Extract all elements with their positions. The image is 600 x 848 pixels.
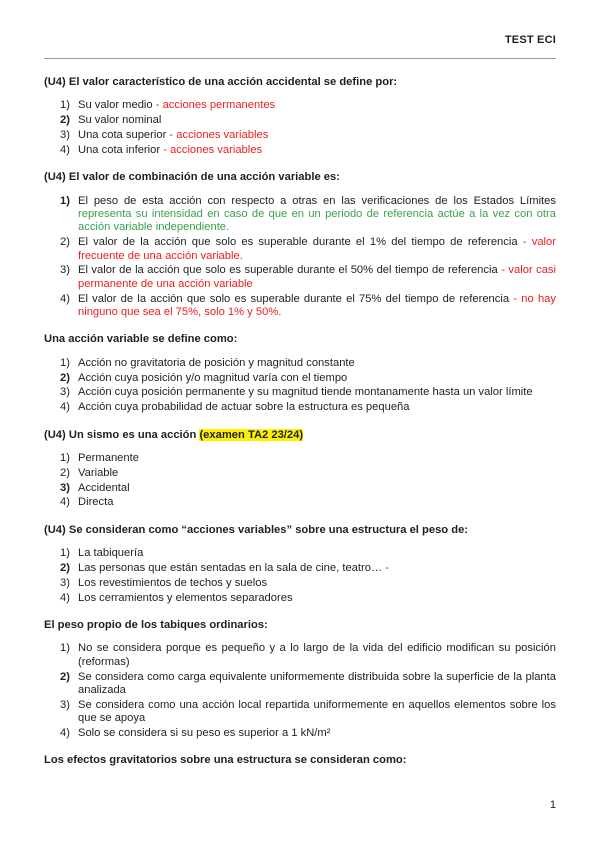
answer-main-text: Acción cuya probabilidad de actuar sobre la estructura es pequeña bbox=[78, 401, 410, 414]
correct-answer-number: 2) bbox=[60, 371, 70, 384]
question-text: (U4) El valor de combinación de una acción variable es: bbox=[44, 171, 340, 184]
answer-main-text: Los revestimientos de techos y suelos bbox=[78, 576, 268, 589]
answer-main-text: Su valor medio bbox=[78, 99, 153, 112]
answer-option bbox=[44, 129, 556, 142]
question-title bbox=[44, 754, 556, 767]
answer-option bbox=[44, 562, 556, 575]
answer-option bbox=[44, 99, 556, 112]
answer-text bbox=[78, 467, 556, 480]
answer-note: - acciones permanentes bbox=[155, 99, 276, 112]
answer-main-text: No se considera porque es pequeño y a lo largo de la vida del edificio modifican su posición (reformas) bbox=[78, 642, 556, 668]
exam-highlight: (examen TA2 23/24) bbox=[199, 428, 304, 441]
answer-text bbox=[78, 699, 556, 726]
answer-number: 3) bbox=[60, 264, 70, 277]
page-number: 1 bbox=[549, 799, 556, 811]
answer-text bbox=[78, 577, 556, 590]
answer-main-text: Las personas que están sentadas en la sala de cine, teatro… bbox=[78, 562, 383, 575]
answer-number: 1) bbox=[60, 642, 70, 655]
correct-answer-number: 2) bbox=[60, 562, 70, 575]
answer-text bbox=[78, 401, 556, 414]
answer-note: - acciones variables bbox=[169, 129, 269, 141]
question-title bbox=[44, 619, 556, 632]
answer-number: 4) bbox=[60, 143, 70, 156]
answer-number: 1) bbox=[60, 356, 70, 369]
answer-option bbox=[44, 452, 556, 465]
correct-answer-number: 2) bbox=[60, 114, 70, 127]
answer-text bbox=[78, 236, 556, 263]
answer-number: 1) bbox=[60, 547, 70, 560]
answer-text bbox=[78, 592, 556, 605]
answer-text bbox=[78, 372, 556, 385]
answer-option bbox=[44, 264, 556, 291]
answer-option bbox=[44, 357, 556, 370]
answer-list bbox=[44, 642, 556, 740]
answer-number: 4) bbox=[60, 401, 70, 414]
answer-option bbox=[44, 642, 556, 669]
question-title bbox=[44, 171, 556, 184]
answer-main-text: Variable bbox=[78, 466, 119, 479]
answer-number: 3) bbox=[60, 129, 70, 141]
answer-note: - bbox=[385, 562, 389, 575]
answer-main-text: Los cerramientos y elementos separadores bbox=[78, 591, 293, 604]
answer-number: 1) bbox=[60, 452, 70, 465]
answer-option bbox=[44, 144, 556, 157]
answer-number: 3) bbox=[60, 698, 70, 711]
answer-text bbox=[78, 129, 556, 142]
answer-note: - acciones variables bbox=[163, 143, 263, 156]
answer-option bbox=[44, 671, 556, 698]
question-title bbox=[44, 333, 556, 346]
answer-option bbox=[44, 577, 556, 590]
header-divider bbox=[44, 58, 556, 59]
answer-main-text: Permanente bbox=[78, 452, 139, 465]
answer-text bbox=[78, 293, 556, 320]
answer-list bbox=[44, 547, 556, 605]
answer-option bbox=[44, 114, 556, 127]
answer-main-text: El valor de la acción que solo es superable durante el 75% del tiempo de referencia bbox=[78, 292, 510, 305]
answer-number: 3) bbox=[60, 576, 70, 589]
answer-option bbox=[44, 401, 556, 414]
answer-main-text: La tabiquería bbox=[78, 547, 144, 560]
answer-main-text: Se considera como carga equivalente uniformemente distribuida sobre la superficie de la planta analizada bbox=[78, 670, 556, 697]
question-text: (U4) Un sismo es una acción bbox=[44, 428, 197, 441]
answer-list bbox=[44, 195, 556, 320]
answer-text bbox=[78, 386, 556, 399]
answer-option bbox=[44, 293, 556, 320]
answer-option bbox=[44, 236, 556, 263]
correct-answer-number: 1) bbox=[60, 194, 70, 207]
answer-option bbox=[44, 482, 556, 495]
answer-main-text: Acción cuya posición y/o magnitud varía con el tiempo bbox=[78, 371, 348, 384]
answer-main-text: Una cota inferior bbox=[78, 143, 161, 156]
answer-text bbox=[78, 264, 556, 291]
answer-text bbox=[78, 496, 556, 509]
question-text: El peso propio de los tabiques ordinarios: bbox=[44, 619, 268, 632]
answer-main-text: Su valor nominal bbox=[78, 114, 162, 127]
answer-main-text: Acción no gravitatoria de posición y magnitud constante bbox=[78, 356, 355, 369]
answer-option bbox=[44, 727, 556, 740]
answer-text bbox=[78, 357, 556, 370]
answer-option bbox=[44, 467, 556, 480]
answer-option bbox=[44, 195, 556, 235]
answer-main-text: Una cota superior bbox=[78, 129, 167, 141]
answer-main-text: Acción cuya posición permanente y su magnitud tiende montanamente hasta un valor límite bbox=[78, 386, 533, 399]
answer-number: 4) bbox=[60, 727, 70, 740]
answer-text bbox=[78, 452, 556, 465]
answer-note: - valor casi permanente de una acción variable bbox=[78, 264, 557, 290]
answer-text bbox=[78, 642, 556, 669]
answer-option bbox=[44, 386, 556, 399]
answer-note: representa su intensidad en caso de que en un periodo de referencia actúe a la vez con otra acción variable independiente. bbox=[78, 208, 556, 234]
answer-main-text: El peso de esta acción con respecto a otras en las verificaciones de los Estados Límites bbox=[78, 194, 556, 207]
answer-main-text: Se considera como una acción local repartida uniformemente en aquellos elementos sobre los que se apoya bbox=[78, 698, 556, 725]
document-header: TEST ECI bbox=[504, 34, 556, 46]
correct-answer-number: 3) bbox=[60, 481, 70, 494]
answer-number: 3) bbox=[60, 386, 70, 399]
answer-option bbox=[44, 699, 556, 726]
answer-number: 2) bbox=[60, 466, 70, 479]
answer-text bbox=[78, 144, 556, 157]
answer-main-text: Directa bbox=[78, 496, 114, 509]
answer-text bbox=[78, 99, 556, 112]
question-text: (U4) El valor característico de una acción accidental se define por: bbox=[44, 76, 398, 88]
answer-option bbox=[44, 372, 556, 385]
answer-main-text: El valor de la acción que solo es superable durante el 50% del tiempo de referencia bbox=[78, 264, 498, 277]
answer-text bbox=[78, 114, 556, 127]
question-text: (U4) Se consideran como “acciones variables” sobre una estructura el peso de: bbox=[44, 523, 469, 536]
question-title bbox=[44, 76, 556, 89]
answer-text bbox=[78, 727, 556, 740]
answer-main-text: Accidental bbox=[78, 481, 130, 494]
answer-list bbox=[44, 99, 556, 157]
question-title bbox=[44, 524, 556, 537]
answer-list bbox=[44, 452, 556, 510]
answer-text bbox=[78, 482, 556, 495]
question-title bbox=[44, 429, 556, 442]
answer-text bbox=[78, 671, 556, 698]
answer-note: - valor frecuente de una acción variable. bbox=[78, 236, 556, 262]
answer-text bbox=[78, 547, 556, 560]
question-list bbox=[44, 76, 556, 778]
answer-number: 4) bbox=[60, 292, 70, 305]
answer-number: 4) bbox=[60, 496, 70, 509]
answer-number: 2) bbox=[60, 236, 70, 249]
answer-option bbox=[44, 547, 556, 560]
answer-text bbox=[78, 195, 556, 235]
answer-note: - no hay ninguno que sea el 75%, solo 1% y 50%. bbox=[78, 292, 556, 319]
answer-main-text: El valor de la acción que solo es superable durante el 1% del tiempo de referencia bbox=[78, 236, 518, 249]
answer-option bbox=[44, 496, 556, 509]
correct-answer-number: 2) bbox=[60, 670, 70, 683]
answer-main-text: Solo se considera si su peso es superior a 1 kN/m² bbox=[78, 727, 331, 740]
question-text: Los efectos gravitatorios sobre una estructura se consideran como: bbox=[44, 754, 407, 767]
question-text: Una acción variable se define como: bbox=[44, 333, 238, 346]
answer-list bbox=[44, 357, 556, 415]
answer-text bbox=[78, 562, 556, 575]
answer-number: 4) bbox=[60, 591, 70, 604]
answer-option bbox=[44, 592, 556, 605]
answer-number: 1) bbox=[60, 99, 70, 112]
